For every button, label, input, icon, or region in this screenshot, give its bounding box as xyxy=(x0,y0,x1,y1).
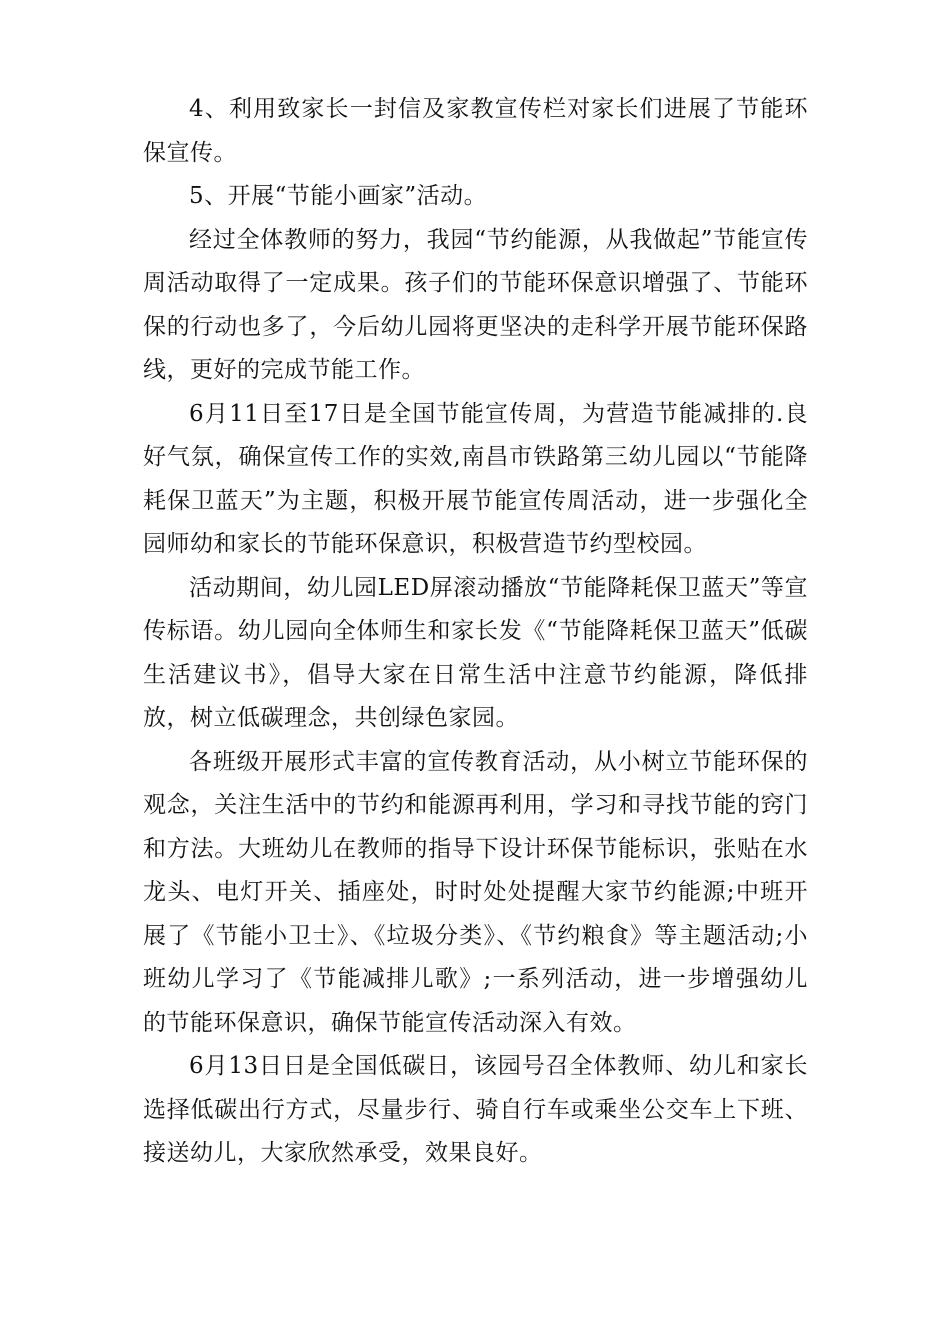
paragraph-low-carbon-day: 6月13日日是全国低碳日，该园号召全体教师、幼儿和家长选择低碳出行方式，尽量步行、骑自行车或乘坐公交车上下班、接送幼儿，大家欣然承受，效果良好。 xyxy=(143,1053,808,1166)
paragraph-summary: 经过全体教师的努力，我园“节约能源，从我做起”节能宣传周活动取得了一定成果。孩子们的节能环保意识增强了、节能环保的行动也多了，今后幼儿园将更坚决的走科学开展节能环保路线，更好的完成节能工作。 xyxy=(143,226,808,383)
paragraph-class-activities: 各班级开展形式丰富的宣传教育活动，从小树立节能环保的观念，关注生活中的节约和能源再利用，学习和寻找节能的窍门和方法。大班幼儿在教师的指导下设计环保节能标识，张贴在水龙头、电灯开关、插座处，时时处处提醒大家节约能源;中班开展了《节能小卫士》、《垃圾分类》、《节约粮食》等主题活动;小班幼儿学习了《节能减排儿歌》;一系列活动，进一步增强幼儿的节能环保意识，确保节能宣传活动深入有效。 xyxy=(143,748,808,1036)
paragraph-item-5: 5、开展“节能小画家”活动。 xyxy=(189,183,488,209)
document-body xyxy=(143,88,808,1176)
paragraph-item-4: 4、利用致家长一封信及家教宣传栏对家长们进展了节能环保宣传。 xyxy=(143,96,808,166)
paragraph-energy-week: 6月11日至17日是全国节能宣传周，为营造节能减排的.良好气氛，确保宣传工作的实效,南昌市铁路第三幼儿园以“节能降耗保卫蓝天”为主题，积极开展节能宣传周活动，进一步强化全园师幼和家长的节能环保意识，积极营造节约型校园。 xyxy=(143,400,808,557)
paragraph-activity-period: 活动期间，幼儿园LED屏滚动播放“节能降耗保卫蓝天”等宣传标语。幼儿园向全体师生和家长发《“节能降耗保卫蓝天”低碳生活建议书》，倡导大家在日常生活中注意节约能源，降低排放，树立低碳理念，共创绿色家园。 xyxy=(143,574,808,731)
